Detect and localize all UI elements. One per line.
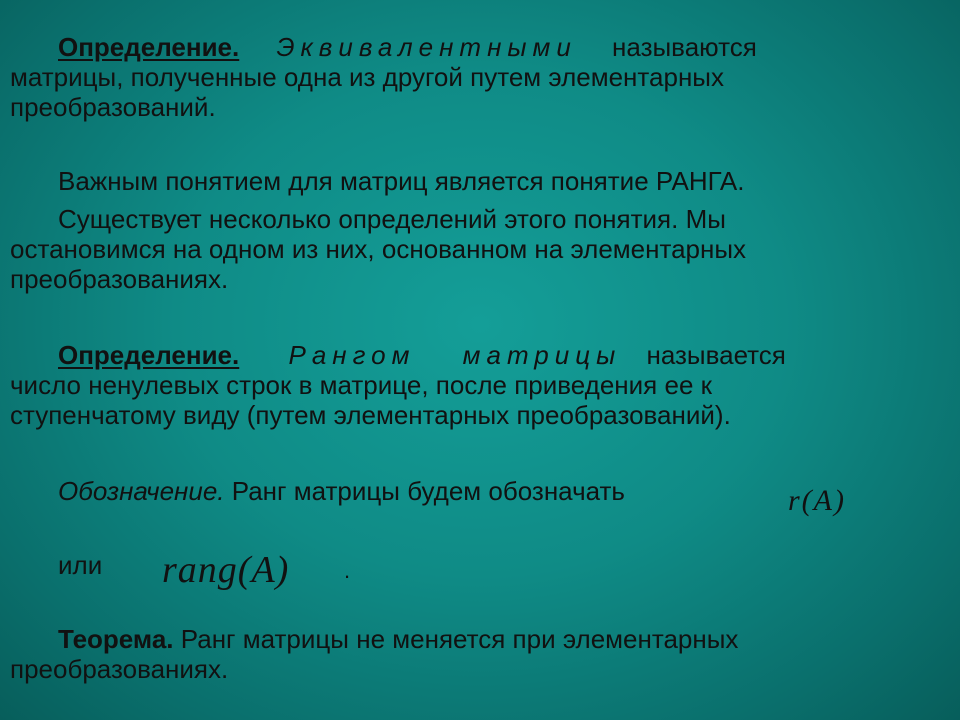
theorem-text: Ранг матрицы не меняется при элементарных [180, 624, 739, 654]
rank-formula-long: rang(A) [162, 549, 290, 591]
or-text: или [58, 550, 103, 580]
equivalent-term: Эквивалентными [276, 32, 577, 62]
notation-line [58, 476, 625, 506]
definition-2-text: называется [646, 340, 786, 370]
definition-2-line-2: число ненулевых строк в матрице, после приведения ее к [10, 370, 712, 400]
rank-intro-line-3: остановимся на одном из них, основанном на элементарных [10, 234, 747, 264]
theorem-line-2: преобразованиях. [10, 654, 229, 684]
definition-1-line-1 [58, 32, 757, 62]
definition-2-line-1 [58, 340, 786, 370]
definition-1-line-3: преобразований. [10, 92, 216, 122]
theorem-label: Теорема. [58, 624, 174, 654]
notation-label: Обозначение. [58, 476, 225, 506]
definition-1-text: называются [612, 32, 757, 62]
theorem-line-1 [58, 624, 738, 654]
definition-1-line-2: матрицы, полученные одна из другой путем элементарных [10, 62, 724, 92]
notation-text: Ранг матрицы будем обозначать [231, 476, 625, 506]
rank-intro-line-1: Важным понятием для матриц является понятие РАНГА. [58, 166, 745, 196]
formula-period: . [344, 558, 351, 583]
rank-intro-line-2: Существует несколько определений этого понятия. Мы [58, 204, 726, 234]
matrix-term: матрицы [462, 340, 622, 370]
rank-formula-short: r(A) [788, 484, 846, 517]
definition-label: Определение. [58, 32, 240, 62]
rank-term: Рангом [288, 340, 416, 370]
definition-label: Определение. [58, 340, 240, 370]
definition-2-line-3: ступенчатому виду (путем элементарных преобразований). [10, 400, 731, 430]
rank-intro-line-4: преобразованиях. [10, 264, 229, 294]
